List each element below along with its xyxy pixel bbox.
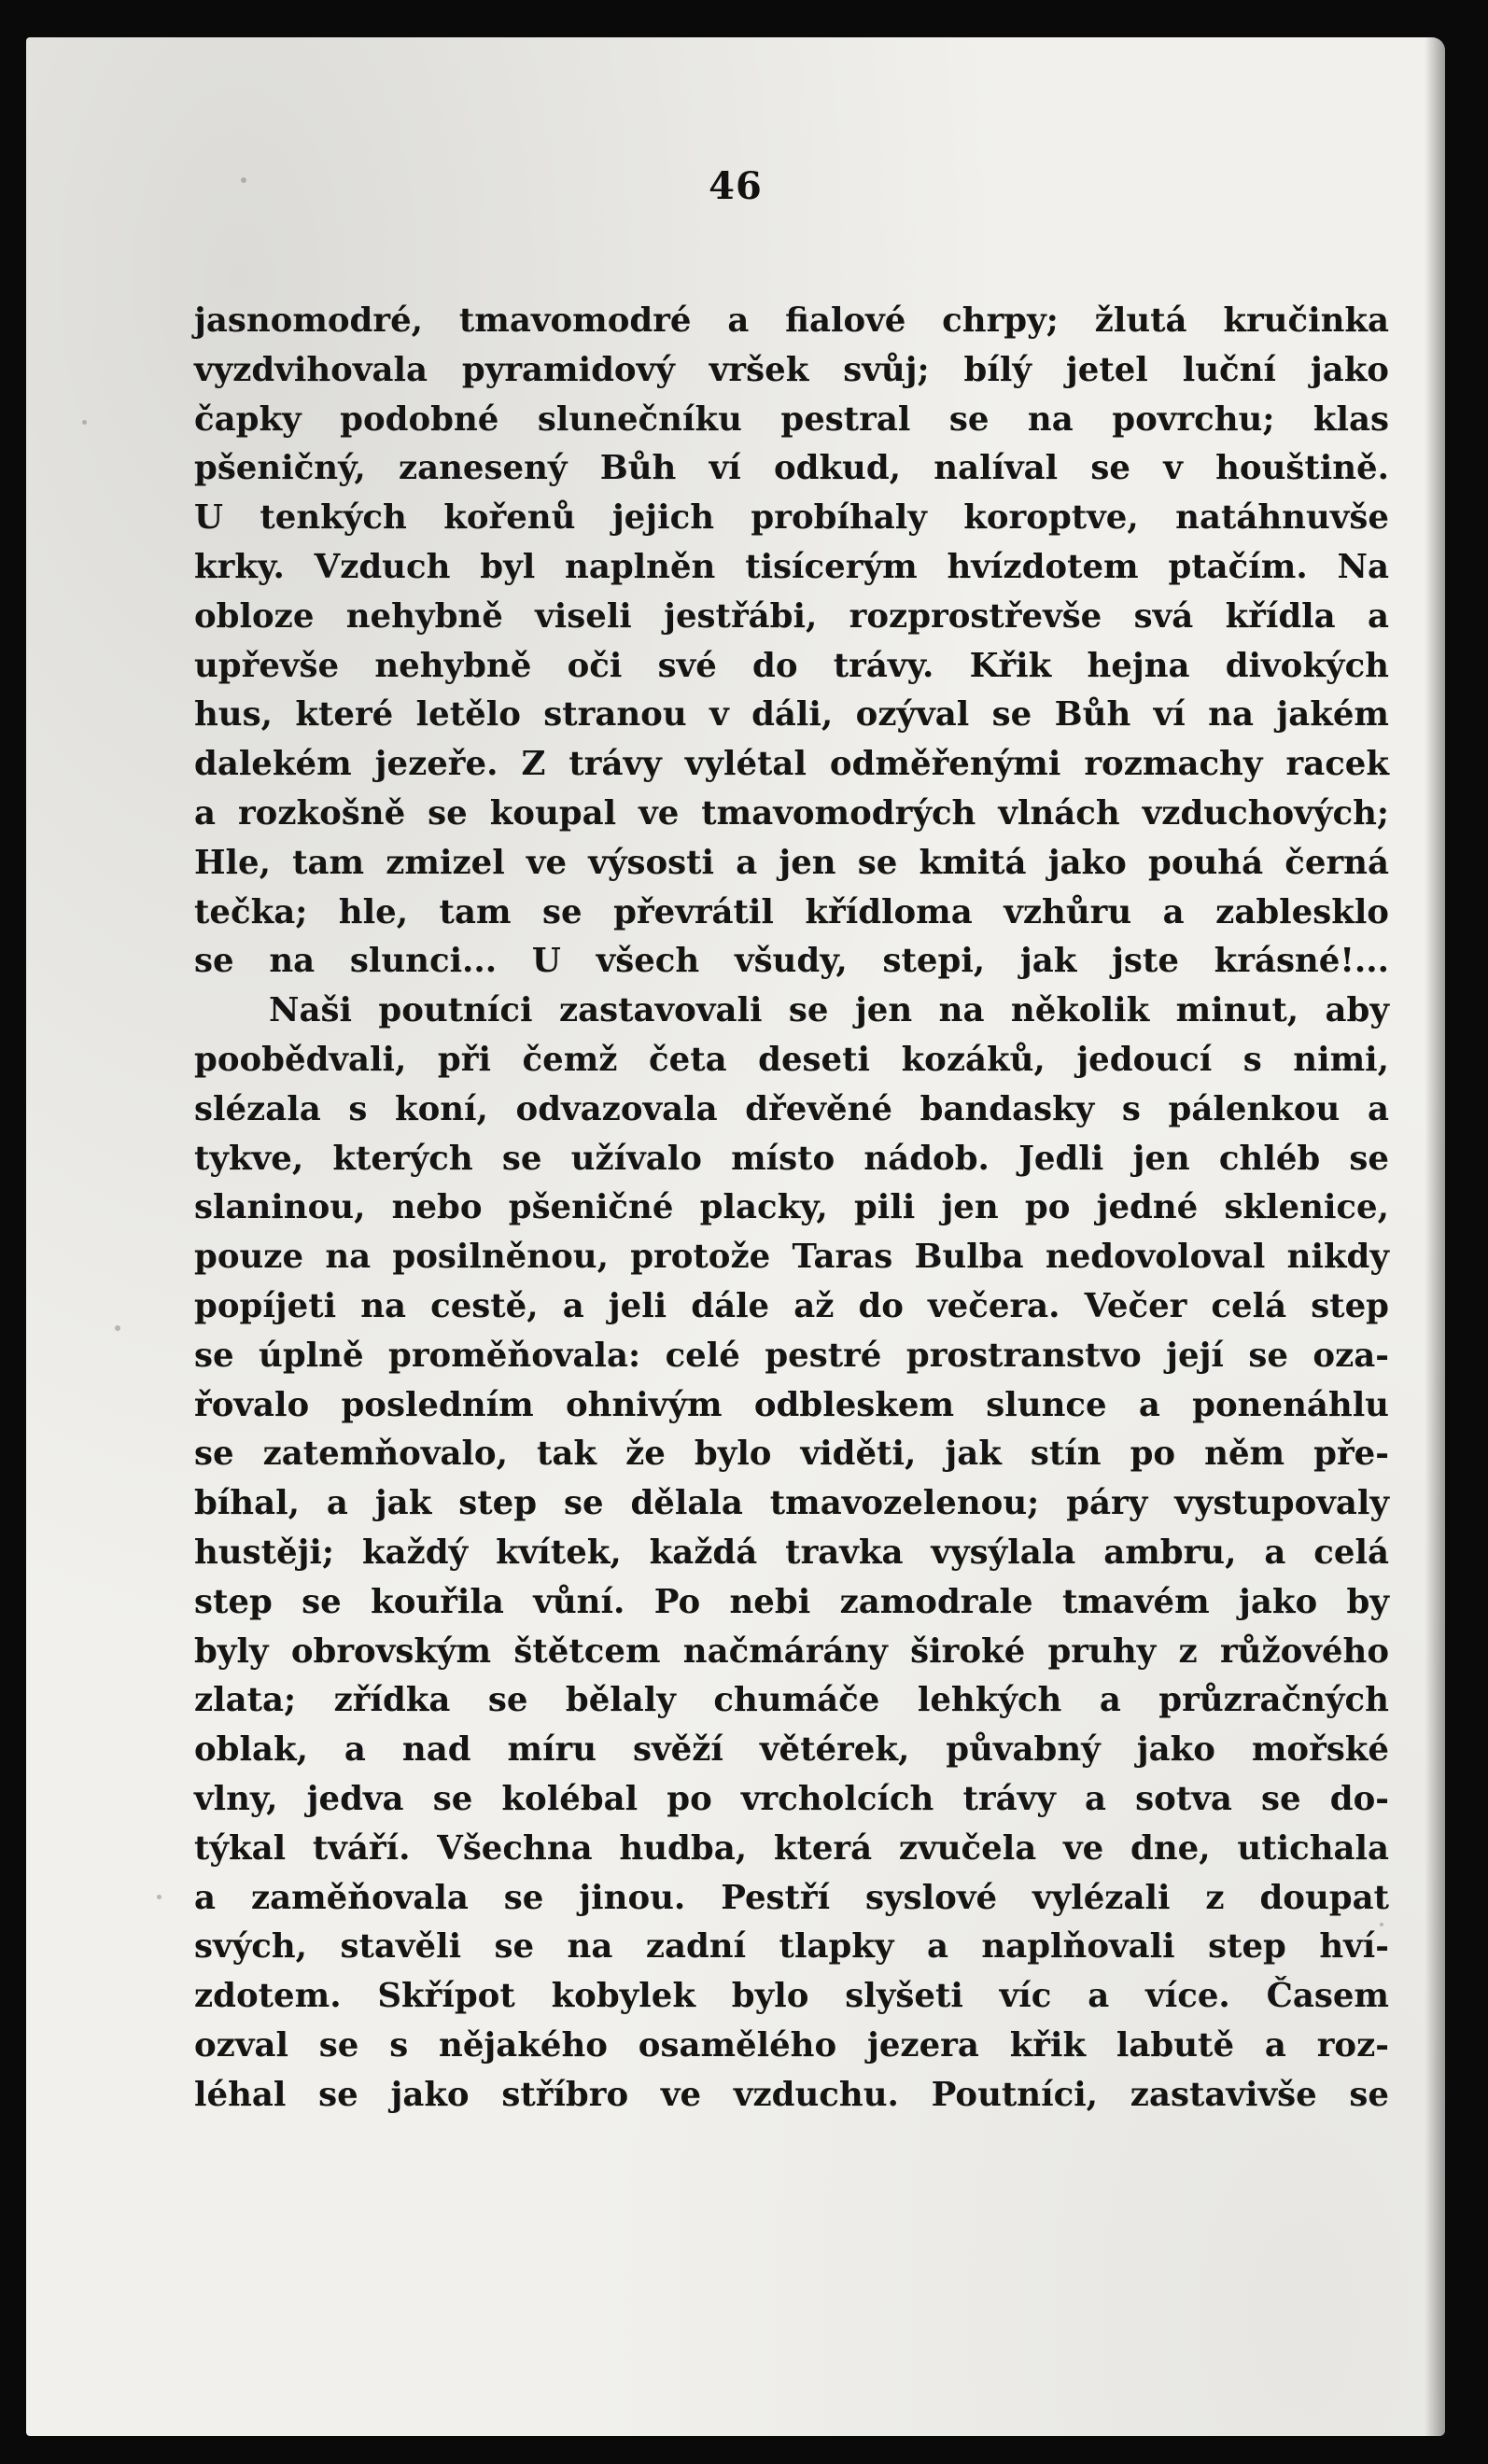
text-line: pšeničný, zanesený Bůh ví odkud, nalíval se v houštině. bbox=[194, 449, 1389, 488]
text-line: byly obrovským štětcem načmárány široké pruhy z růžového bbox=[194, 1631, 1389, 1671]
text-line: oblak, a nad míru svěží větérek, půvabný jako mořské bbox=[194, 1730, 1389, 1770]
text-line: řovalo posledním ohnivým odbleskem slunce a ponenáhlu bbox=[194, 1385, 1389, 1424]
paper-speck bbox=[82, 420, 87, 425]
page-number: 46 bbox=[709, 164, 763, 208]
text-line: slézala s koní, odvazovala dřevěné bandasky s pálenkou a bbox=[194, 1089, 1389, 1128]
text-line: vyzdvihovala pyramidový vršek svůj; bílý jetel luční jako bbox=[194, 350, 1389, 389]
text-line: čapky podobné slunečníku pestral se na povrchu; klas bbox=[194, 399, 1389, 439]
text-line: se na slunci... U všech všudy, stepi, jak jste krásné!... bbox=[194, 942, 1389, 981]
paper-speck bbox=[115, 1325, 120, 1331]
text-line: se úplně proměňovala: celé pestré prostranstvo její se oza- bbox=[194, 1336, 1389, 1375]
text-line: obloze nehybně viseli jestřábi, rozprostřevše svá křídla a bbox=[194, 596, 1389, 636]
text-line: pouze na posilněnou, protože Taras Bulba nedovoloval nikdy bbox=[194, 1238, 1389, 1277]
text-line: krky. Vzduch byl naplněn tisícerým hvízdotem ptačím. Na bbox=[194, 547, 1389, 586]
paper-speck bbox=[157, 1895, 161, 1899]
text-line: popíjeti na cestě, a jeli dále až do večera. Večer celá step bbox=[194, 1286, 1389, 1325]
text-line: tečka; hle, tam se převrátil křídloma vzhůru a zablesklo bbox=[194, 892, 1389, 931]
body-text bbox=[194, 297, 1389, 2120]
page-edge-shadow bbox=[1425, 37, 1445, 2436]
text-line: step se kouřila vůní. Po nebi zamodrale tmavém jako by bbox=[194, 1582, 1389, 1621]
text-line: léhal se jako stříbro ve vzduchu. Poutníci, zastavivše se bbox=[194, 2075, 1389, 2114]
text-line: týkal tváří. Všechna hudba, která zvučela ve dne, utichala bbox=[194, 1828, 1389, 1868]
text-line: ozval se s nějakého osamělého jezera křik labutě a roz- bbox=[194, 2025, 1389, 2065]
text-line: Hle, tam zmizel ve výsosti a jen se kmitá jako pouhá černá bbox=[194, 843, 1389, 882]
text-line: poobědvali, při čemž četa deseti kozáků, jedoucí s nimi, bbox=[194, 1040, 1389, 1079]
text-line: bíhal, a jak step se dělala tmavozelenou; páry vystupovaly bbox=[194, 1484, 1389, 1523]
text-line: hustěji; každý kvítek, každá travka vysýlala ambru, a celá bbox=[194, 1533, 1389, 1572]
text-line: U tenkých kořenů jejich probíhaly koroptve, natáhnuvše bbox=[194, 498, 1389, 538]
text-line: zdotem. Skřípot kobylek bylo slyšeti víc a více. Časem bbox=[194, 1977, 1389, 2016]
text-line: svých, stavěli se na zadní tlapky a naplňovali step hví- bbox=[194, 1927, 1389, 1967]
text-line: jasnomodré, tmavomodré a fialové chrpy; žlutá kručinka bbox=[194, 301, 1389, 340]
text-line: dalekém jezeře. Z trávy vylétal odměřenými rozmachy racek bbox=[194, 745, 1389, 784]
text-line: zlata; zřídka se bělaly chumáče lehkých a průzračných bbox=[194, 1681, 1389, 1720]
text-line: vlny, jedva se kolébal po vrcholcích trávy a sotva se do- bbox=[194, 1779, 1389, 1818]
book-page bbox=[26, 37, 1445, 2436]
text-line: hus, které letělo stranou v dáli, ozýval se Bůh ví na jakém bbox=[194, 695, 1389, 735]
text-line: a zaměňovala se jinou. Pestří syslové vylézali z doupat bbox=[194, 1878, 1389, 1917]
text-line: a rozkošně se koupal ve tmavomodrých vlnách vzduchových; bbox=[194, 793, 1389, 833]
text-line: slaninou, nebo pšeničné placky, pili jen po jedné sklenice, bbox=[194, 1188, 1389, 1227]
text-line: upřevše nehybně oči své do trávy. Křik hejna divokých bbox=[194, 646, 1389, 685]
text-line: Naši poutníci zastavovali se jen na několik minut, aby bbox=[269, 991, 1389, 1030]
text-line: se zatemňovalo, tak že bylo viděti, jak stín po něm pře- bbox=[194, 1435, 1389, 1474]
text-line: tykve, kterých se užívalo místo nádob. Jedli jen chléb se bbox=[194, 1139, 1389, 1178]
